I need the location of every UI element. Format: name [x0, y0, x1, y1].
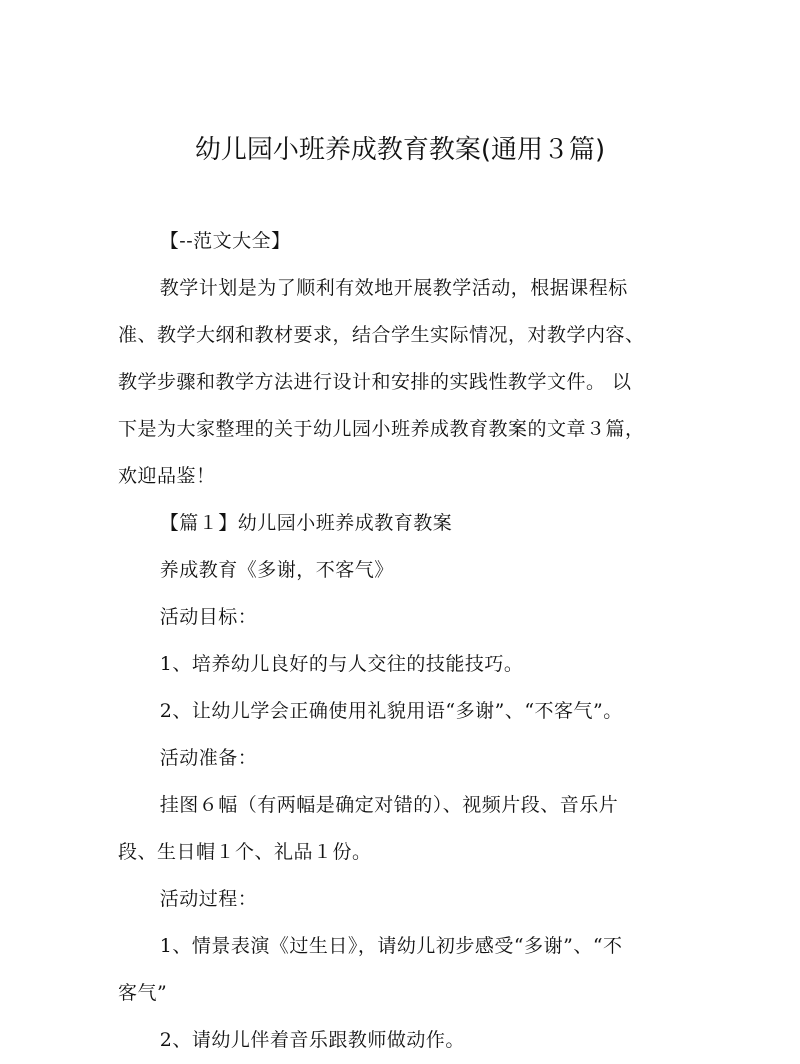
document-body: [118, 218, 678, 1064]
prep-line: 挂图６幅（有两幅是确定对错的）、视频片段、音乐片: [159, 794, 619, 816]
goal-item: 1、培养幼儿良好的与人交往的技能技巧。: [159, 653, 524, 675]
document-title: 幼儿园小班养成教育教案(通用３篇): [194, 135, 606, 165]
lesson-title: 养成教育《多谢，不客气》: [159, 559, 394, 581]
goals-label: 活动目标：: [159, 606, 258, 628]
process-label: 活动过程：: [159, 888, 258, 910]
prep-line: 段、生日帽１个、礼品１份。: [118, 841, 372, 863]
intro-line: 欢迎品鉴！: [118, 465, 216, 487]
step-item: 2、请幼儿伴着音乐跟教师做动作。: [159, 1029, 465, 1051]
prep-paragraph: [118, 782, 678, 876]
step-line: 客气”: [118, 982, 168, 1004]
intro-line: 教学步骤和教学方法进行设计和安排的实践性教学文件。 以: [118, 371, 632, 393]
step-line: 1、情景表演《过生日》，请幼儿初步感受“多谢”、“不: [159, 935, 623, 957]
step-paragraph: [118, 923, 678, 1017]
section-heading: 【篇１】幼儿园小班养成教育教案: [159, 512, 453, 534]
goal-item: 2、让幼儿学会正确使用礼貌用语“多谢”、“不客气”。: [159, 700, 623, 722]
intro-line: 教学计划是为了顺利有效地开展教学活动，根据课程标: [159, 277, 628, 299]
prep-label: 活动准备：: [159, 747, 258, 769]
source-tag: 【--范文大全】: [159, 230, 291, 252]
intro-paragraph: [118, 265, 678, 500]
intro-line: 下是为大家整理的关于幼儿园小班养成教育教案的文章３篇，: [118, 418, 645, 440]
intro-line: 准、教学大纲和教材要求，结合学生实际情况，对教学内容、: [118, 324, 645, 346]
